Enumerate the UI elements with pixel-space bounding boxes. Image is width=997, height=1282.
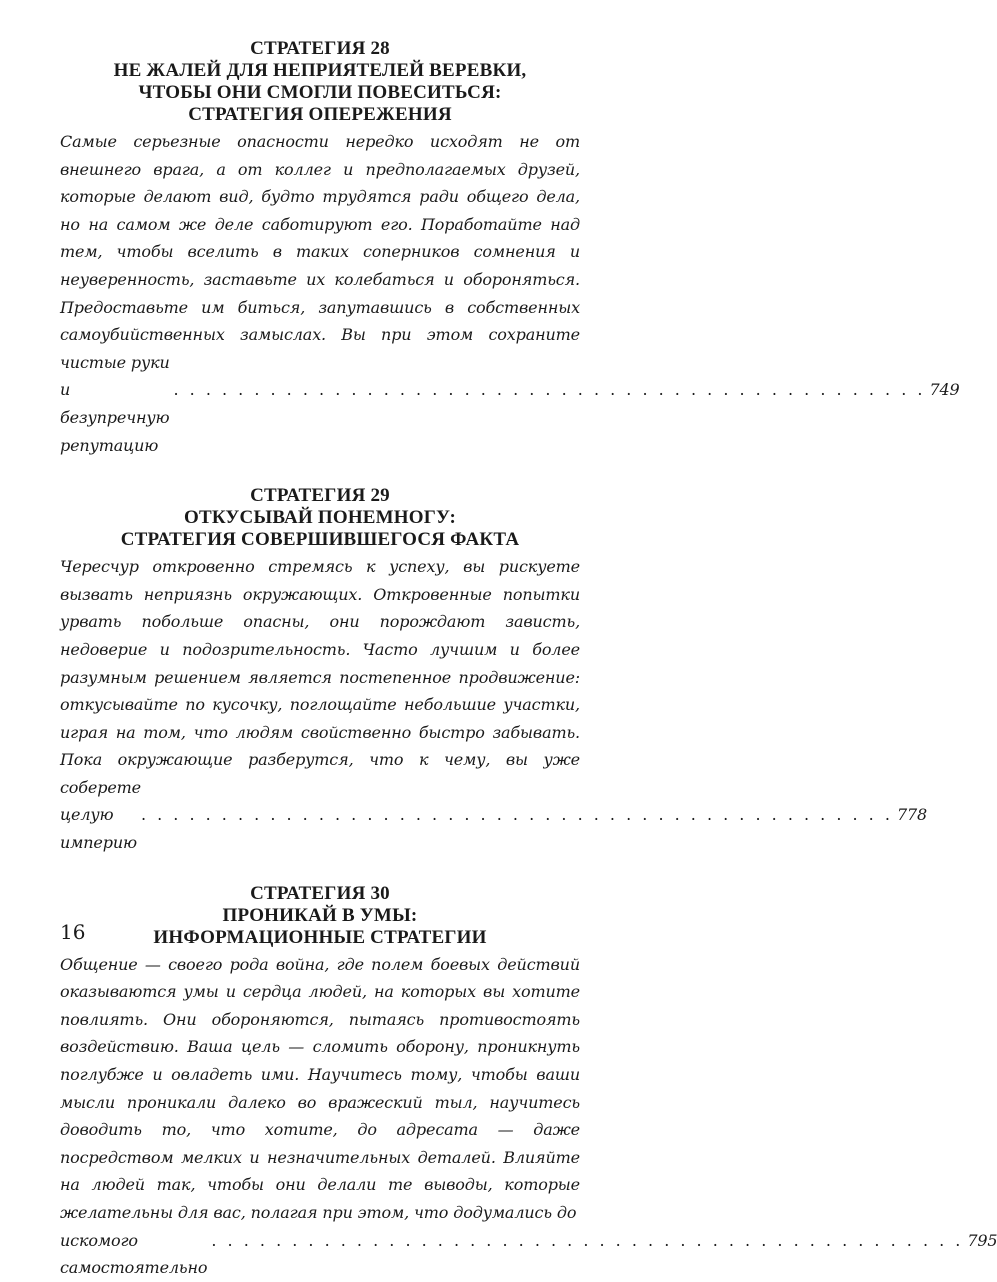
heading-line: СТРАТЕГИЯ 30 — [250, 882, 390, 904]
heading-line: СТРАТЕГИЯ 28 — [250, 38, 390, 59]
entry-last-text: и безупречную репутацию — [60, 380, 170, 455]
entry-last-line — [60, 1227, 997, 1282]
heading-line: НЕ ЖАЛЕЙ ДЛЯ НЕПРИЯТЕЛЕЙ ВЕРЕВКИ, — [113, 60, 527, 81]
toc-entry-strategy-30 — [60, 882, 997, 1282]
heading-line: СТРАТЕГИЯ ОПЕРЕЖЕНИЯ — [188, 104, 452, 125]
leader-dots: . . . . . . . . . . . . . . . . . . . . . . . . . . . . . . . . . . . . . . . . . . . . . . . — [211, 1230, 964, 1250]
entry-last-line — [60, 376, 960, 459]
entry-last-line — [60, 801, 928, 856]
page-number: 16 — [60, 920, 86, 944]
entry-heading — [60, 485, 580, 551]
entry-description: Самые серьезные опасности нередко исходят не от внешнего врага, а от коллег и предполагаемых друзей, которые делают вид, будто трудятся ради общего дела, но на самом же деле саботируют его. Поработайте над тем, чтобы вселить в таких соперников сомнения и неуверенность, заставьте их колебаться и обороняться. Предоставьте им биться, запутавшись в собственных самоубийственных замыслах. Вы при этом сохраните чистые руки — [60, 132, 580, 372]
toc-entry-strategy-29 — [60, 485, 928, 857]
heading-line: ИНФОРМАЦИОННЫЕ СТРАТЕГИИ — [153, 926, 487, 948]
heading-line: ЧТОБЫ ОНИ СМОГЛИ ПОВЕСИТЬСЯ: — [138, 82, 502, 103]
entry-description: Общение — своего рода война, где полем боевых действий оказываются умы и сердца людей, на которых вы хотите повлиять. Они обороняются, пытаясь противостоять воздействию. Ваша цель — сломить оборону, проникнуть поглубже и овладеть ими. Научитесь тому, чтобы ваши мысли проникали далеко во вражеский тыл, научитесь доводить то, что хотите, до адресата — даже посредством мелких и незначительных деталей. Влияйте на людей так, чтобы они делали те выводы, которые желательны для вас, полагая при этом, что додумались до — [60, 954, 580, 1222]
heading-line: ОТКУСЫВАЙ ПОНЕМНОГУ: — [183, 507, 457, 529]
heading-line: СТРАТЕГИЯ СОВЕРШИВШЕГОСЯ ФАКТА — [120, 529, 520, 551]
entry-description: Чересчур откровенно стремясь к успеху, вы рискуете вызвать неприязнь окружающих. Откровенные попытки урвать побольше опасны, они порождают зависть, недоверие и подозрительность. Часто лучшим и более разумным решением является постепенное продвижение: откусывайте по кусочку, поглощайте небольшие участки, играя на том, что людям свойственно быстро забывать. Пока окружающие разберутся, что к чему, вы уже соберете — [60, 557, 580, 797]
entry-heading — [60, 883, 580, 949]
leader-dots: . . . . . . . . . . . . . . . . . . . . . . . . . . . . . . . . . . . . . . . . . . . . . . . — [140, 805, 893, 825]
heading-line: ПРОНИКАЙ В УМЫ: — [222, 904, 418, 926]
entry-page-ref: 778 — [896, 805, 928, 825]
leader-dots: . . . . . . . . . . . . . . . . . . . . . . . . . . . . . . . . . . . . . . . . . . . . . . . — [173, 380, 926, 400]
entry-last-text: искомого самостоятельно — [60, 1230, 208, 1278]
entry-page-ref: 749 — [929, 380, 960, 400]
entry-page-ref: 795 — [967, 1230, 997, 1250]
entry-heading — [60, 38, 580, 126]
toc-entry-strategy-28 — [60, 38, 960, 459]
heading-line: СТРАТЕГИЯ 29 — [250, 485, 390, 507]
entry-last-text: целую империю — [60, 805, 137, 853]
